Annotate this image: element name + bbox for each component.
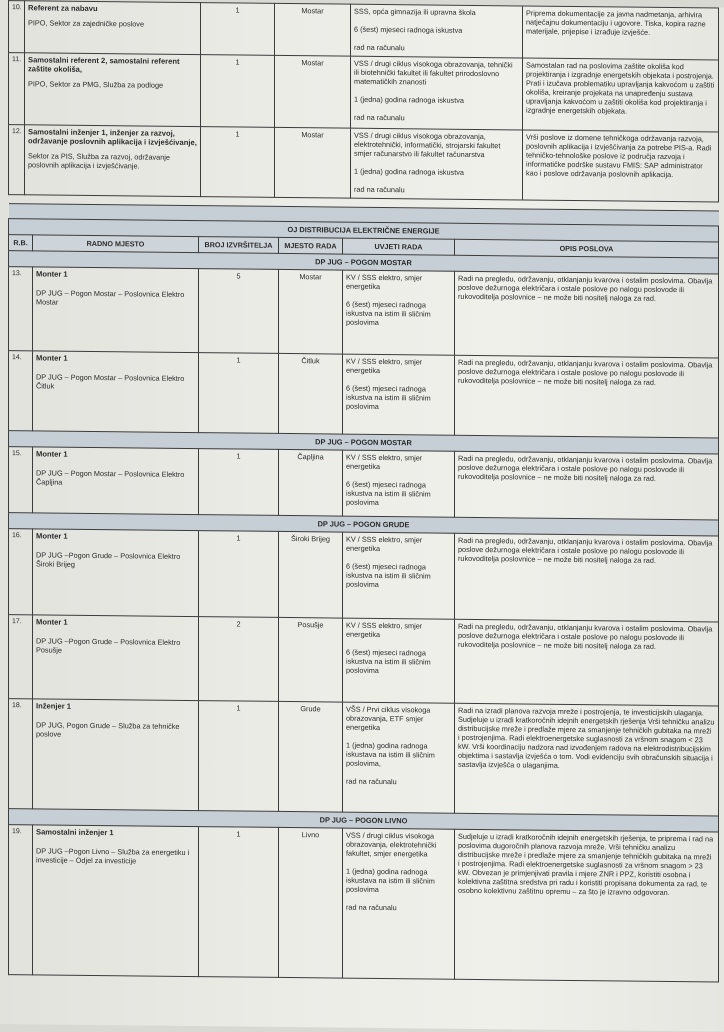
executor-count: 1 [199, 701, 279, 812]
table-row [9, 267, 719, 358]
job-title: Samostalni inženjer 1 [36, 827, 114, 838]
condition-line: KV / SSS elektro, smjer energetika [346, 534, 423, 553]
condition-line: VSS / drugi ciklus visokoga obrazovanja, elektrotehnički fakultet, smjer energetika [346, 830, 437, 859]
section-title: OJ DISTRIBUCIJA ELEKTRIČNE ENERGIJE [9, 219, 719, 242]
executor-count: 1 [201, 3, 275, 56]
job-unit: DP JUG – Pogon Mostar – Poslovnica Elektro Čapljina [36, 468, 185, 487]
executor-count: 1 [199, 353, 279, 434]
job-description: Radi na pregledu, održavanju, otklanjanju kvarova i ostalim poslovima. Obavlja poslove dežurnoga električara i ostale poslove po nalogu poslovode ili rukovoditelja poslovnice – ne može biti nositelj naloga za rad. [455, 271, 719, 358]
row-number: 13. [9, 267, 33, 351]
job-unit: PIPO, Sektor za zajedničke poslove [28, 18, 144, 29]
executor-count: 2 [199, 617, 279, 702]
table-row [9, 699, 719, 816]
condition-line: 1 (jedna) godina radnoga iskustva [354, 166, 464, 177]
work-conditions [343, 828, 455, 979]
executor-count: 1 [201, 127, 275, 198]
work-location: Čapljina [279, 449, 343, 516]
job-title: Samostalni referent 2, samostalni referent zaštite okoliša, [28, 55, 180, 74]
job-description: Radi na izradi planova razvoja mreže i postrojenja, te investicijskih ulaganja. Sudjeluje u izradi kratkoročnih idejnih energetskih rješenja Vrši tehničku analizu distribucijske mreže i predlaže mjere za smanjenje tehničkih gubitaka na mreži i postrojenjima. Radi elektroenergetske suglasnosti za vršnom snagom < 23 kW. Vrši koordinaciju nadzora nad izvođenjem radova na elektrodistribucijskim objektima i sastavlja izvješća o tom. Vodi evidenciju svih obračunskih situacija i sastavlja izvješća o ulaganjima. [455, 703, 719, 816]
condition-line: SSS, opća gimnazija ili upravna škola [354, 6, 476, 17]
condition-line: KV / SSS elektro, smjer energetika [346, 620, 423, 639]
group-heading: DP JUG – POGON MOSTAR [9, 251, 719, 274]
row-number: 16. [9, 529, 33, 615]
job-title: Monter 1 [36, 353, 68, 363]
job-unit: DP JUG – Pogon Mostar – Poslovnica Elektro Čitluk [36, 372, 185, 391]
job-cell [33, 825, 199, 977]
condition-line: VŠS / Prvi ciklus visokoga obrazovanja, ETF smjer energetika [346, 704, 431, 732]
job-description: Radi na pregledu, održavanju, otklanjanju kvarova i ostalim poslovima. Obavlja poslove dežurnoga električara i ostale poslove po nalogu poslovode ili rukovoditelja poslovnice – ne može biti nositelj naloga za rad. [455, 533, 719, 622]
condition-line: VSS / drugi ciklus visokoga obrazovanja, tehnički ili biotehnički fakultet ili fakultet prirodoslovno matematičkih znanosti [354, 58, 513, 87]
work-conditions [351, 4, 523, 58]
condition-line: VSS / drugi ciklus visokoga obrazovanja, elektrotehnički, informatički, strojarski fakultet smjer računarstvo ili fakultet računarstva [354, 130, 501, 160]
job-title: Samostalni inženjer 1, inženjer za razvoj, održavanje poslovnih aplikacija i izvješćivanje, [28, 127, 197, 148]
work-location: Posušje [279, 617, 343, 702]
executor-count: 1 [201, 55, 275, 128]
job-cell [33, 351, 199, 433]
job-title: Referent za nabavu [28, 3, 98, 14]
row-number: 18. [9, 699, 33, 809]
group-heading: DP JUG – POGON LIVNO [9, 809, 719, 832]
table-row [9, 825, 719, 982]
group-heading: DP JUG – POGON GRUDE [9, 513, 719, 536]
job-listing-sheet [8, 0, 718, 982]
condition-line: 6 (šest) mjeseci radnoga iskustva na istim ili sličnim poslovima [346, 647, 431, 675]
table-row [9, 615, 719, 706]
job-description: Sudjeluje u izradi kratkoročnih idejnih energetskih rješenja, te priprema i rad na poslovima dugoročnih planova razvoja mreže. Vrši tehničku analizu distribucijske mreže i predlaže mjere za smanjenje tehničkih gubitaka na mreži i postrojenjima. Radi elektroenergetske suglasnosti za vršnom snagom > 23 kW. Obvezan je primjenjivati pravila i mjere ZNR i PPZ, koristiti osobna i kolektivna zaštitna sredstva pri radu i koristiti propisana dokumenta za rad, te osobno kolektivnu zaštitnu opremu – za što je izravno odgovoran. [455, 829, 719, 982]
executor-count: 1 [199, 531, 279, 618]
header-count: BROJ IZVRŠITELJA [199, 237, 279, 254]
condition-line: 1 (jedna) godina radnoga iskustava na istim ili sličnim poslovima, [346, 740, 435, 768]
job-description: Samostalan rad na poslovima zaštite okoliša kod projektiranja i izgradnje energetskih objekata i postrojenja. Prati i izučava problematiku upravljanja kakvoćom u zaštiti okoliša, kreiranje projekata na unapređenju sustava upravljanja kakvoćom u zaštiti okoliša kod projektiranja i izgradnje energetskih objekata. [523, 58, 719, 132]
table-row [9, 529, 719, 622]
condition-line: rad na računalu [354, 42, 405, 53]
job-unit: PIPO, Sektor za PMG, Služba za podloge [28, 79, 164, 90]
condition-line: 1 (jedna) godina radnoga iskustva [354, 94, 464, 105]
condition-line: 6 (šest) mjeseci radnoga iskustva [354, 24, 463, 35]
condition-line: 6 (šest) mjeseci radnoga iskustva na istim ili sličnim poslovima [346, 383, 431, 411]
table-row [9, 447, 719, 520]
work-conditions [351, 128, 523, 200]
job-description: Priprema dokumentacije za javna nadmetanja, arhivira natječajnu dokumentaciju i ugovore. Tiska, kopira razne materijale, prijepise i izrađuje izvješće. [523, 6, 719, 60]
work-conditions [343, 270, 455, 355]
condition-line: 6 (šest) mjeseci radnoga iskustva na istim ili sličnim poslovima [346, 561, 431, 589]
job-cell [25, 53, 201, 127]
work-location: Livno [279, 827, 343, 978]
job-cell [33, 529, 199, 617]
job-cell [33, 267, 199, 353]
job-title: Inženjer 1 [36, 701, 72, 711]
row-number: 14. [9, 351, 33, 431]
table-row [9, 1, 719, 60]
job-cell [25, 125, 201, 197]
header-rb: R.B. [9, 235, 33, 251]
job-description: Radi na pregledu, održavanju, otklanjanju kvarova i ostalim poslovima. Obavlja poslove dežurnoga električara i ostale poslove po nalogu poslovode ili rukovoditelja poslovnice – ne može biti nositelj naloga za rad. [455, 451, 719, 520]
header-job: RADNO MJESTO [33, 235, 199, 253]
header-description: OPIS POSLOVA [455, 239, 719, 258]
condition-line: rad na računalu [354, 112, 405, 123]
work-conditions [343, 532, 455, 619]
table-row [9, 351, 719, 438]
group-heading: DP JUG – POGON MOSTAR [9, 431, 719, 454]
row-number: 11. [9, 53, 25, 125]
work-location: Mostar [275, 3, 351, 56]
job-unit: DP JUG –Pogon Livno – Služba za energetiku i investicije – Odjel za investicije [36, 846, 190, 866]
row-number: 17. [9, 615, 33, 699]
condition-line: 1 (jedna) godina radnoga iskustava na istim ili sličnim poslovima [346, 866, 435, 894]
condition-line: 6 (šest) mjeseci radnoga iskustva na istim ili sličnim poslovima [346, 299, 431, 327]
job-cell [33, 615, 199, 701]
job-title: Monter 1 [36, 449, 68, 459]
row-number: 12. [9, 125, 25, 195]
job-unit: DP JUG, Pogon Grude – Služba za tehničke poslove [36, 720, 180, 739]
job-description: Radi na pregledu, održavanju, otklanjanju kvarova i ostalim poslovima. Obavlja poslove dežurnoga električara i ostale poslove po nalogu poslovode ili rukovoditelja poslovnice – ne može biti nositelj naloga za rad. [455, 355, 719, 438]
work-conditions [343, 702, 455, 813]
row-number: 19. [9, 825, 33, 975]
job-description: Radi na pregledu, održavanju, otklanjanju kvarova i ostalim poslovima. Obavlja poslove dežurnoga električara i ostale poslove po nalogu poslovode ili rukovoditelja poslovnice – ne može biti nositelj naloga za rad. [455, 619, 719, 706]
job-unit: DP JUG –Pogon Grude – Poslovnica Elektro Široki Brijeg [36, 550, 181, 569]
job-cell [33, 699, 199, 811]
condition-line: KV / SSS elektro, smjer energetika [346, 272, 423, 291]
executor-count: 1 [199, 827, 279, 978]
job-cell [33, 447, 199, 515]
work-conditions [343, 618, 455, 703]
work-location: Široki Brijeg [279, 531, 343, 618]
job-title: Monter 1 [36, 269, 68, 279]
work-location: Mostar [275, 55, 351, 128]
condition-line: rad na računalu [354, 184, 405, 195]
work-conditions [343, 354, 455, 435]
executor-count: 1 [199, 449, 279, 516]
header-place: MJESTO RADA [279, 237, 343, 254]
row-number: 10. [9, 1, 25, 53]
condition-line: KV / SSS elektro, smjer energetika [346, 356, 423, 375]
work-location: Mostar [279, 269, 343, 354]
job-title: Monter 1 [36, 531, 68, 541]
row-number: 15. [9, 447, 33, 513]
work-conditions [343, 450, 455, 517]
work-location: Čitluk [279, 353, 343, 434]
job-unit: Sektor za PIS, Služba za razvoj, održavanje poslovnih aplikacija i izvješćivanje. [28, 151, 170, 171]
distribution-jobs-table [8, 203, 719, 982]
job-cell [25, 1, 201, 55]
condition-line: KV / SSS elektro, smjer energetika [346, 452, 423, 471]
executor-count: 5 [199, 269, 279, 354]
condition-line: 6 (šest) mjeseci radnoga iskustva na istim ili sličnim poslovima [346, 479, 431, 507]
table-row [9, 53, 719, 132]
condition-line: rad na računalu [346, 902, 397, 913]
work-location: Mostar [275, 127, 351, 198]
job-description: Vrši poslove iz domene tehničkoga održavanja razvoja, poslovnih aplikacija i izvješćivanja za potrebe PIS-a. Radi tehničko-tehnološke poslove iz područja razvoja i informatičke podrške sustavu FMIS: SAP administrator kao i poslove održavanja poslovnih aplikacija. [523, 130, 719, 202]
condition-line: rad na računalu [346, 776, 397, 787]
upper-jobs-table [8, 0, 719, 202]
work-conditions [351, 56, 523, 130]
table-row [9, 125, 719, 202]
work-location: Grude [279, 701, 343, 812]
job-title: Monter 1 [36, 617, 68, 627]
job-unit: DP JUG –Pogon Grude – Poslovnica Elektro Posušje [36, 636, 181, 655]
job-unit: DP JUG – Pogon Mostar – Poslovnica Elektro Mostar [36, 288, 185, 307]
header-conditions: UVJETI RADA [343, 238, 455, 255]
